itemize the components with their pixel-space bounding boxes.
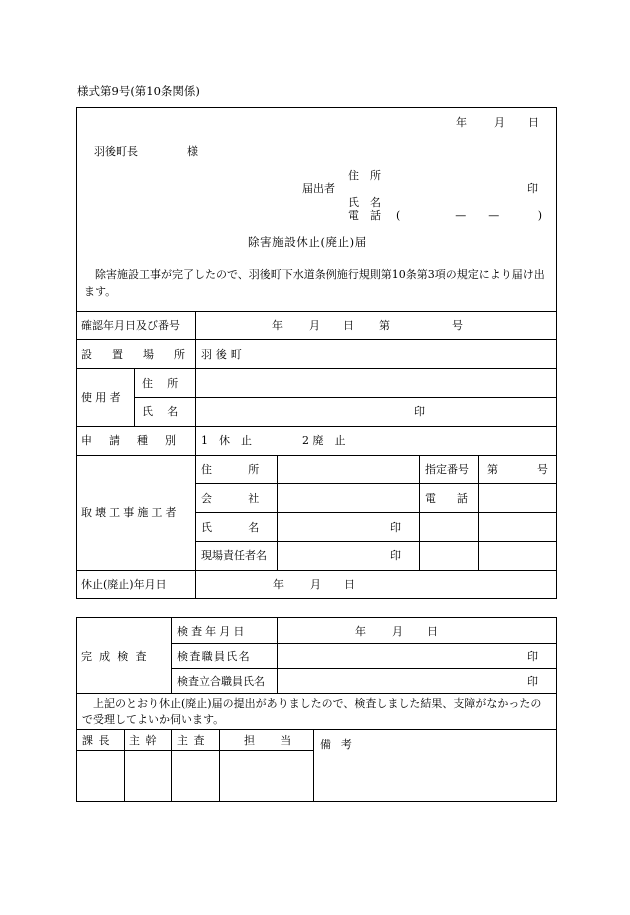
contractor-name-label: 氏名 [201, 521, 296, 534]
notifier-seal: 印 [527, 182, 538, 195]
divider [195, 512, 557, 513]
divider [76, 570, 557, 571]
notifier-phone-format: ( — — ) [396, 209, 548, 222]
inspection-date-label: 検査年月日 [177, 625, 248, 638]
date-month-label: 月 [494, 116, 505, 129]
contractor-phone-label: 電話 [425, 492, 489, 505]
divider [76, 729, 557, 730]
divider [76, 426, 557, 427]
inspection-day: 日 [427, 625, 438, 638]
contractor-license-suffix: 号 [537, 463, 548, 476]
form-number: 様式第9号(第10条関係) [77, 84, 200, 98]
divider [195, 541, 557, 542]
divider [171, 729, 172, 802]
contractor-name-seal: 印 [390, 521, 401, 534]
remarks-label: 備考 [320, 738, 362, 751]
notifier-address-label: 住 所 [348, 169, 381, 182]
divider [76, 693, 557, 694]
contractor-address-label: 住所 [201, 463, 296, 476]
inspection-staff-label: 検査職員氏名 [177, 650, 251, 663]
divider [76, 750, 313, 751]
divider [134, 368, 135, 426]
stamp-tanto-label: 担当 [244, 734, 317, 747]
divider [195, 483, 557, 484]
divider [277, 617, 278, 693]
confirm-month: 月 [309, 319, 320, 332]
confirm-no-suffix: 号 [452, 319, 463, 332]
inspection-witness-label: 検査立合職員氏名 [177, 675, 265, 688]
divider [76, 455, 557, 456]
confirm-year: 年 [272, 319, 283, 332]
user-name-label: 氏名 [142, 405, 193, 418]
confirm-label: 確認年月日及び番号 [81, 319, 180, 332]
contractor-manager-label: 現場責任者名 [201, 549, 267, 562]
divider [124, 729, 125, 802]
stamp-kacho-label: 課長 [82, 734, 115, 747]
confirm-day: 日 [343, 319, 354, 332]
notifier-label: 届出者 [302, 182, 335, 195]
user-address-label: 住所 [142, 377, 193, 390]
divider [478, 455, 479, 570]
document-title: 除害施設休止(廃止)届 [248, 235, 367, 249]
suspend-date-label: 休止(廃止)年月日 [81, 578, 167, 591]
suspend-month: 月 [310, 578, 321, 591]
inspection-year: 年 [355, 625, 366, 638]
divider [76, 339, 557, 340]
type-option-2: 2 廃 止 [302, 434, 346, 447]
stamp-shusa-label: 主査 [177, 734, 210, 747]
date-day-label: 日 [528, 116, 539, 129]
confirm-no-prefix: 第 [379, 319, 390, 332]
divider [419, 455, 420, 570]
divider [134, 397, 557, 398]
suspend-year: 年 [273, 578, 284, 591]
user-seal: 印 [414, 405, 425, 418]
contractor-license-prefix: 第 [487, 463, 498, 476]
type-option-1: 1 休 止 [201, 434, 252, 447]
divider [171, 617, 172, 693]
user-label: 使用者 [81, 391, 124, 404]
inspection-witness-seal: 印 [527, 675, 538, 688]
suspend-day: 日 [344, 578, 355, 591]
stamp-shukan-label: 主幹 [129, 734, 162, 747]
divider [76, 311, 557, 312]
inspection-month: 月 [392, 625, 403, 638]
divider [171, 668, 557, 669]
notifier-name-label: 氏 名 [348, 196, 381, 209]
location-value: 羽後町 [201, 348, 246, 361]
date-year-label: 年 [456, 116, 467, 129]
divider [171, 643, 557, 644]
intro-text: 除害施設工事が完了したので、羽後町下水道条例施行規則第10条第3項の規定により届け出ます。 [84, 268, 545, 298]
location-label: 設置場所 [81, 348, 205, 361]
contractor-company-label: 会社 [201, 492, 296, 505]
inspection-staff-seal: 印 [527, 650, 538, 663]
contractor-manager-seal: 印 [390, 549, 401, 562]
type-label: 申請種別 [81, 434, 193, 447]
inspection-label: 完成検査 [81, 650, 154, 663]
addressee-name: 羽後町長 [94, 145, 138, 158]
contractor-license-label: 指定番号 [425, 463, 469, 476]
approval-text: 上記のとおり休止(廃止)届の提出がありましたので、検査しました結果、支障がなかったので受理してよいか伺います。 [82, 697, 542, 726]
divider [219, 729, 220, 802]
addressee-honorific: 様 [187, 145, 198, 158]
divider [76, 368, 557, 369]
notifier-phone-label: 電 話 [348, 209, 381, 222]
contractor-label: 取壊工事施工者 [81, 506, 180, 519]
